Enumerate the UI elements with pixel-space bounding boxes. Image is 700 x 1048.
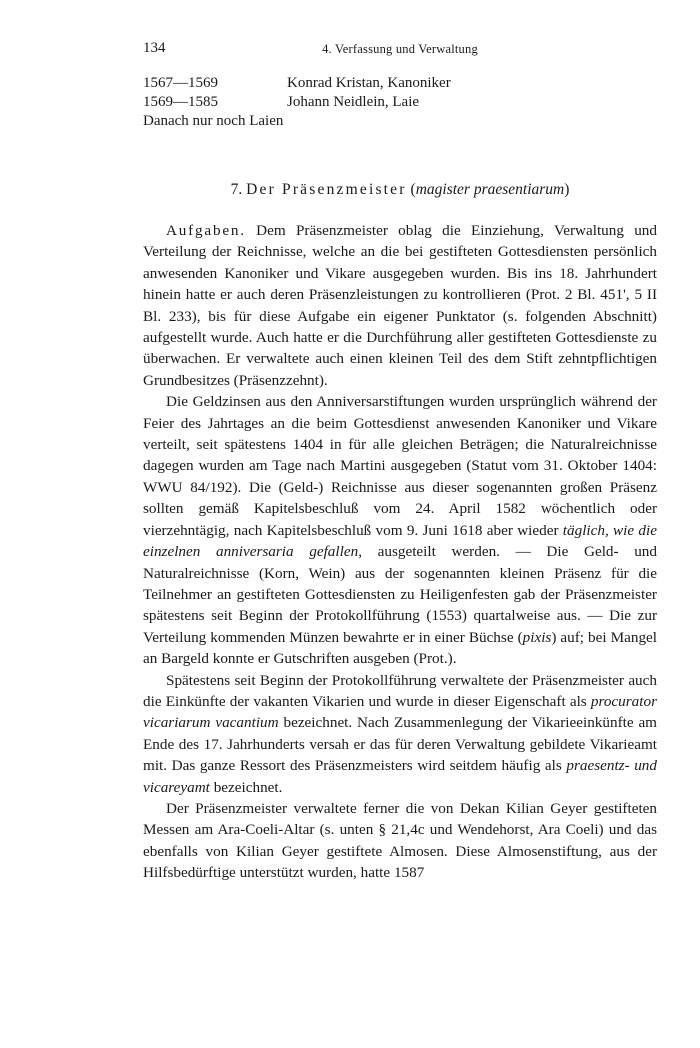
- list-item: [143, 74, 451, 93]
- paragraph: Spätestens seit Beginn der Protokollführung verwaltete der Präsenzmeister auch die Einkünfte der vakanten Vikarien und wurde in dieser Eigenschaft als procurator vicariarum vacantium bezeichnet. Nach Zusammenlegung der Vikarieeinkünfte am Ende des 17. Jahrhunderts versah er das für deren Verwaltung gebildete Vikarieamt mit. Das ganze Ressort des Präsenzmeisters wird seitdem häufig als praesentz- und vicareyamt bezeichnet.: [143, 671, 657, 796]
- term-period: 1569—1585: [143, 94, 218, 110]
- office-holder-list: [143, 74, 451, 131]
- term-period: 1567—1569: [143, 75, 218, 91]
- latin-term: procurator vicariarum vacantium: [143, 692, 657, 732]
- section-heading: 7. Der Präsenzmeister (magister praesentiarum): [230, 181, 570, 198]
- body-text: [143, 220, 657, 884]
- latin-term: pixis: [522, 628, 552, 646]
- paragraph-lead: Aufgaben.: [166, 222, 246, 239]
- section-latin-title: magister praesentiarum: [415, 181, 565, 198]
- office-term: praesentz- und vicareyamt: [143, 757, 657, 796]
- quoted-phrase: täglich, wie die einzelnen anniversaria gefallen: [143, 521, 657, 561]
- paragraph: Der Präsenzmeister verwaltete ferner die von Dekan Kilian Geyer gestifteten Messen am Ara-Coeli-Altar (s. unten § 21,4c und Wendehorst, Ara Coeli) und das ebenfalls von Kilian Geyer gestiftete Almosen. Diese Almosenstiftung, aus der Hilfsbedürftige unterstützt wurden, hatte 1587: [143, 799, 657, 882]
- list-footer-note: Danach nur noch Laien: [143, 113, 284, 129]
- running-title: 4. Verfassung und Verwaltung: [322, 42, 478, 56]
- list-item: [143, 93, 451, 112]
- office-holder-name: Johann Neidlein, Laie: [287, 94, 420, 110]
- section-number: 7.: [230, 181, 243, 198]
- paragraph: Die Geldzinsen aus den Anniversarstiftungen wurden ursprünglich während der Feier des Jahrtages an die beim Gottesdienst anwesenden Kanoniker und Vikare verteilt, seit spätestens 1404 in für alle gleichen Beträgen; die Naturalreichnisse dagegen wurden am Tage nach Martini ausgegeben (Statut vom 31. Oktober 1404: WWU 84/192). Die (Geld-) Reichnisse aus dieser sogenannten großen Präsenz sollten gemäß Kapitelsbeschluß vom 24. April 1582 wöchentlich oder vierzehntägig, nach Kapitelsbeschluß vom 9. Juni 1618 aber wieder täglich, wie die einzelnen anniversaria gefallen, ausgeteilt werden. — Die Geld- und Naturalreichnisse (Korn, Wein) aus der sogenannten kleinen Präsenz für die Teilnehmer an gestifteten Gottesdiensten zu Heiligenfesten gab der Präsenzmeister spätestens seit Beginn der Protokollführung (1553) quartalweise aus. — Die zur Verteilung kommenden Münzen bewahrte er in einer Büchse (pixis) auf; bei Mangel an Bargeld konnte er Gutschriften ausgeben (Prot.).: [143, 393, 657, 668]
- page-header: [143, 40, 657, 62]
- section-title: Der Präsenzmeister: [246, 181, 407, 198]
- page-number: 134: [143, 40, 166, 56]
- paragraph: Aufgaben. Dem Präsenzmeister oblag die Einziehung, Verwaltung und Verteilung der Reichnisse, welche an die bei gestifteten Gottesdiensten persönlich anwesenden Kanoniker und Vikare ausgegeben wurden. Bis ins 18. Jahrhundert hinein hatte er auch deren Präsenzleistungen zu kontrollieren (Prot. 2 Bl. 451', 5 II Bl. 233), bis für diese Aufgabe ein eigener Punktator (s. folgenden Abschnitt) aufgestellt wurde. Auch hatte er die Durchführung aller gestifteten Gottesdienste zu überwachen. Er verwaltete auch einen kleinen Teil des dem Stift zehntpflichtigen Grundbesitzes (Präsenzzehnt).: [143, 222, 657, 389]
- office-holder-name: Konrad Kristan, Kanoniker: [287, 75, 451, 91]
